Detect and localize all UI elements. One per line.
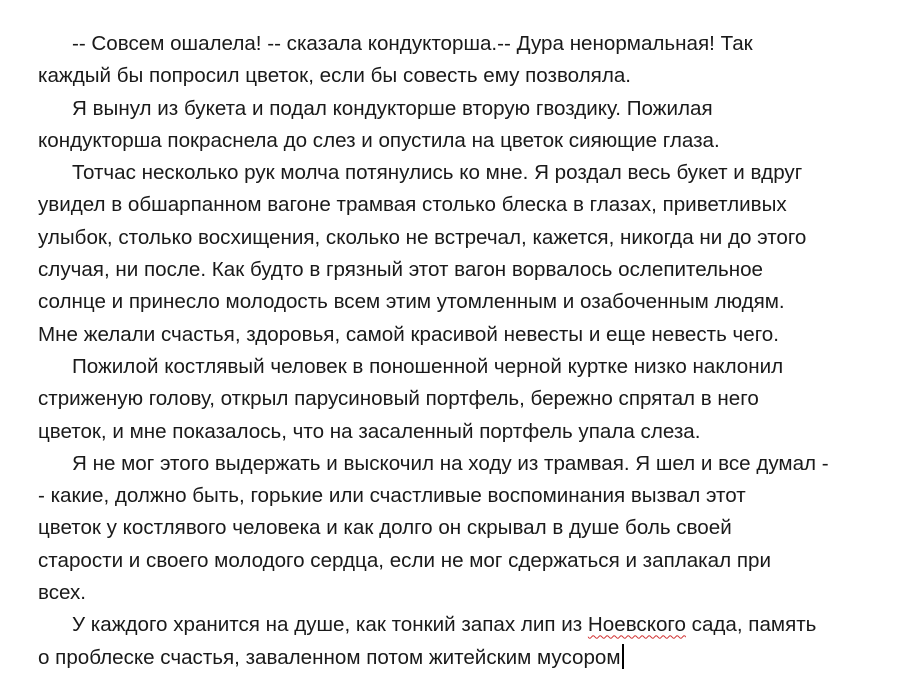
- text-line: кондукторша покраснела до слез и опустила на цветок сияющие глаза.: [38, 128, 720, 152]
- paragraph-2: [38, 93, 890, 158]
- paragraph-3: [38, 157, 890, 351]
- text-line: [38, 642, 890, 674]
- text-line: цветок, и мне показалось, что на засаленный портфель упала слеза.: [38, 419, 701, 443]
- text-line: увидел в обшарпанном вагоне трамвая столько блеска в глазах, приветливых: [38, 193, 787, 217]
- text-line: Я вынул из букета и подал кондукторше вторую гвоздику. Пожилая: [72, 96, 713, 120]
- text-line: случая, ни после. Как будто в грязный этот вагон ворвалось ослепительное: [38, 258, 763, 282]
- text-segment: о проблеске счастья, заваленном потом житейским мусором: [38, 645, 621, 669]
- paragraph-4: [38, 351, 890, 448]
- text-segment: сада, память: [685, 613, 817, 637]
- text-line: - какие, должно быть, горькие или счастливые воспоминания вызвал этот: [38, 484, 746, 508]
- text-line: солнце и принесло молодость всем этим утомленным и озабоченным людям.: [38, 290, 785, 314]
- paragraph-1: [38, 28, 890, 93]
- paragraph-5: [38, 448, 890, 609]
- text-line: Я не мог этого выдержать и выскочил на ходу из трамвая. Я шел и все думал -: [72, 451, 829, 475]
- text-line: Тотчас несколько рук молча потянулись ко мне. Я роздал весь букет и вдруг: [72, 161, 803, 185]
- text-cursor: [622, 644, 624, 669]
- text-line: всех.: [38, 581, 87, 605]
- text-line: стриженую голову, открыл парусиновый портфель, бережно спрятал в него: [38, 387, 759, 411]
- document-body[interactable]: [38, 28, 890, 674]
- text-line: Пожилой костлявый человек в поношенной черной куртке низко наклонил: [72, 354, 784, 378]
- text-line: Мне желали счастья, здоровья, самой красивой невесты и еще невесть чего.: [38, 322, 779, 346]
- text-line: [38, 609, 890, 641]
- misspelled-word[interactable]: Ноевского: [587, 613, 686, 637]
- text-line: цветок у костлявого человека и как долго он скрывал в душе боль своей: [38, 516, 732, 540]
- text-segment: У каждого хранится на душе, как тонкий запах лип из: [72, 613, 588, 637]
- text-line: старости и своего молодого сердца, если не мог сдержаться и заплакал при: [38, 548, 771, 572]
- text-line: улыбок, столько восхищения, сколько не встречал, кажется, никогда ни до этого: [38, 225, 807, 249]
- paragraph-6: [38, 609, 890, 674]
- text-line: каждый бы попросил цветок, если бы совесть ему позволяла.: [38, 64, 632, 88]
- text-line: -- Совсем ошалела! -- сказала кондукторша.-- Дура ненормальная! Так: [72, 32, 753, 55]
